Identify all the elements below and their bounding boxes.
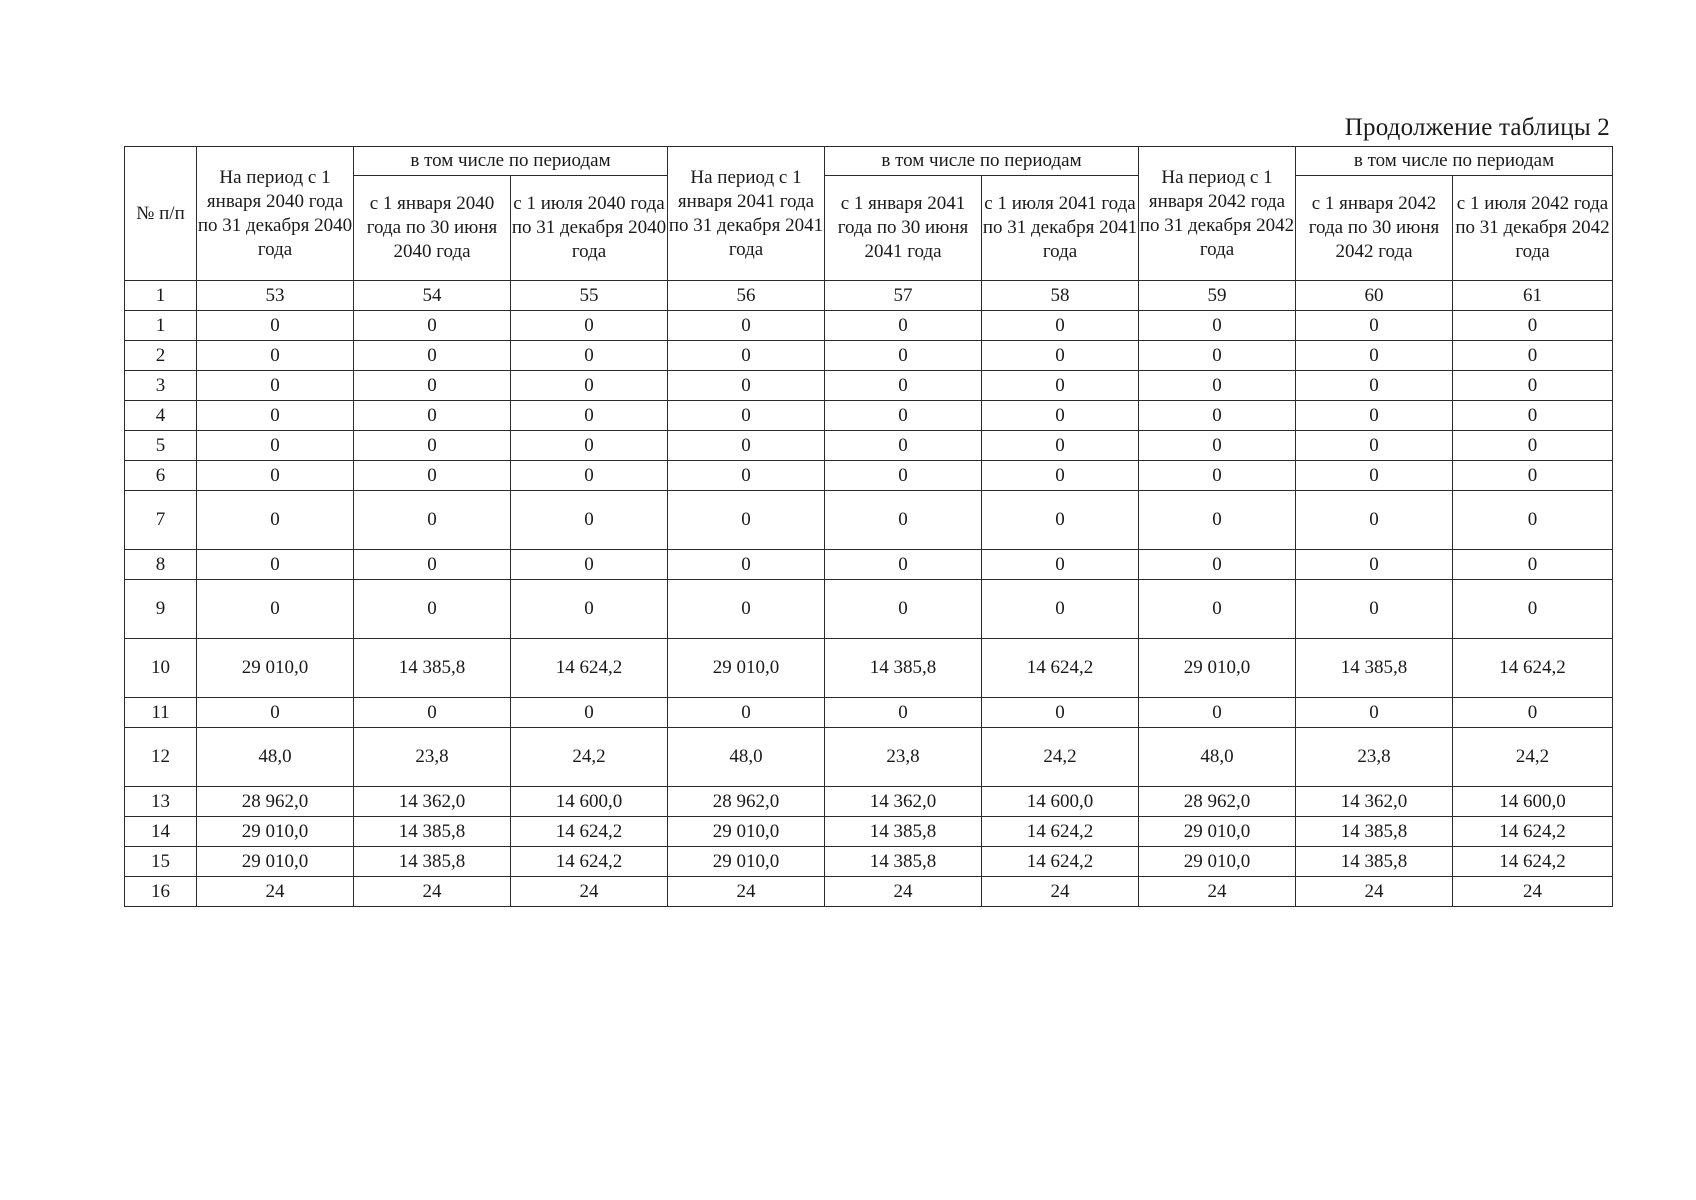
- value-cell: 14 600,0: [1453, 787, 1613, 817]
- row-number-cell: 8: [125, 550, 197, 580]
- value-cell: 0: [354, 550, 511, 580]
- header-row-top: [125, 147, 1613, 176]
- value-cell: 0: [197, 698, 354, 728]
- value-cell: 48,0: [197, 728, 354, 787]
- value-cell: 24,2: [511, 728, 668, 787]
- header-period-total-2040: На период с 1 января 2040 года по 31 декабря 2040 года: [197, 147, 354, 281]
- table-row: [125, 639, 1613, 698]
- value-cell: 0: [197, 461, 354, 491]
- value-cell: 0: [1453, 371, 1613, 401]
- row-number-cell: 4: [125, 401, 197, 431]
- value-cell: 48,0: [668, 728, 825, 787]
- column-index-cell: 1: [125, 281, 197, 311]
- value-cell: 0: [668, 401, 825, 431]
- value-cell: 0: [825, 580, 982, 639]
- table-row: [125, 550, 1613, 580]
- value-cell: 0: [1453, 461, 1613, 491]
- value-cell: 0: [354, 401, 511, 431]
- table-row: [125, 371, 1613, 401]
- value-cell: 14 362,0: [825, 787, 982, 817]
- header-half2-2041: с 1 июля 2041 года по 31 декабря 2041 года: [982, 176, 1139, 281]
- column-index-cell: 60: [1296, 281, 1453, 311]
- row-number-cell: 7: [125, 491, 197, 550]
- header-half1-2042: с 1 января 2042 года по 30 июня 2042 года: [1296, 176, 1453, 281]
- value-cell: 14 385,8: [825, 817, 982, 847]
- value-cell: 14 600,0: [511, 787, 668, 817]
- value-cell: 14 624,2: [982, 639, 1139, 698]
- value-cell: 0: [668, 461, 825, 491]
- value-cell: 29 010,0: [668, 639, 825, 698]
- value-cell: 0: [1296, 698, 1453, 728]
- value-cell: 24: [668, 877, 825, 907]
- value-cell: 24,2: [982, 728, 1139, 787]
- value-cell: 24,2: [1453, 728, 1613, 787]
- value-cell: 0: [1296, 491, 1453, 550]
- value-cell: 24: [354, 877, 511, 907]
- value-cell: 14 385,8: [825, 847, 982, 877]
- value-cell: 14 624,2: [982, 817, 1139, 847]
- value-cell: 14 624,2: [511, 817, 668, 847]
- header-half1-2040: с 1 января 2040 года по 30 июня 2040 года: [354, 176, 511, 281]
- table-row: [125, 580, 1613, 639]
- value-cell: 0: [1139, 491, 1296, 550]
- value-cell: 0: [825, 341, 982, 371]
- value-cell: 0: [1453, 341, 1613, 371]
- header-half2-2040: с 1 июля 2040 года по 31 декабря 2040 года: [511, 176, 668, 281]
- table-row: [125, 787, 1613, 817]
- value-cell: 0: [825, 698, 982, 728]
- column-index-cell: 53: [197, 281, 354, 311]
- value-cell: 0: [668, 431, 825, 461]
- table-row: [125, 877, 1613, 907]
- value-cell: 0: [825, 461, 982, 491]
- value-cell: 0: [1296, 550, 1453, 580]
- table-row: [125, 728, 1613, 787]
- value-cell: 29 010,0: [1139, 817, 1296, 847]
- value-cell: 0: [197, 341, 354, 371]
- header-period-total-2042: На период с 1 января 2042 года по 31 декабря 2042 года: [1139, 147, 1296, 281]
- value-cell: 0: [1139, 461, 1296, 491]
- value-cell: 0: [1453, 550, 1613, 580]
- value-cell: 0: [354, 580, 511, 639]
- value-cell: 0: [982, 461, 1139, 491]
- column-index-cell: 59: [1139, 281, 1296, 311]
- value-cell: 0: [668, 580, 825, 639]
- data-table: [124, 146, 1613, 907]
- row-number-cell: 14: [125, 817, 197, 847]
- value-cell: 0: [511, 491, 668, 550]
- value-cell: 0: [511, 431, 668, 461]
- value-cell: 0: [1453, 401, 1613, 431]
- row-number-cell: 16: [125, 877, 197, 907]
- value-cell: 0: [982, 341, 1139, 371]
- header-half2-2042: с 1 июля 2042 года по 31 декабря 2042 года: [1453, 176, 1613, 281]
- value-cell: 0: [982, 401, 1139, 431]
- value-cell: 0: [668, 491, 825, 550]
- value-cell: 0: [982, 580, 1139, 639]
- row-number-cell: 2: [125, 341, 197, 371]
- value-cell: 14 624,2: [511, 639, 668, 698]
- header-subgroup-2040: в том числе по периодам: [354, 147, 668, 176]
- value-cell: 24: [511, 877, 668, 907]
- value-cell: 29 010,0: [197, 817, 354, 847]
- table-row: [125, 341, 1613, 371]
- value-cell: 0: [1139, 311, 1296, 341]
- value-cell: 0: [1453, 431, 1613, 461]
- value-cell: 0: [1453, 580, 1613, 639]
- value-cell: 0: [668, 311, 825, 341]
- value-cell: 0: [1139, 431, 1296, 461]
- value-cell: 0: [197, 401, 354, 431]
- header-period-total-2041: На период с 1 января 2041 года по 31 декабря 2041 года: [668, 147, 825, 281]
- header-num: № п/п: [125, 147, 197, 281]
- header-subgroup-2041: в том числе по периодам: [825, 147, 1139, 176]
- value-cell: 0: [354, 371, 511, 401]
- value-cell: 0: [982, 311, 1139, 341]
- value-cell: 14 624,2: [1453, 847, 1613, 877]
- value-cell: 0: [1139, 698, 1296, 728]
- value-cell: 0: [511, 341, 668, 371]
- value-cell: 0: [1296, 431, 1453, 461]
- column-index-cell: 57: [825, 281, 982, 311]
- row-number-cell: 9: [125, 580, 197, 639]
- value-cell: 14 600,0: [982, 787, 1139, 817]
- value-cell: 0: [825, 550, 982, 580]
- value-cell: 14 362,0: [1296, 787, 1453, 817]
- value-cell: 0: [511, 698, 668, 728]
- value-cell: 0: [668, 371, 825, 401]
- value-cell: 0: [197, 580, 354, 639]
- table-row: [125, 491, 1613, 550]
- value-cell: 0: [982, 491, 1139, 550]
- row-number-cell: 3: [125, 371, 197, 401]
- row-number-cell: 1: [125, 311, 197, 341]
- value-cell: 14 624,2: [982, 847, 1139, 877]
- value-cell: 14 385,8: [354, 847, 511, 877]
- value-cell: 29 010,0: [1139, 639, 1296, 698]
- value-cell: 0: [511, 580, 668, 639]
- table-row: [125, 461, 1613, 491]
- row-number-cell: 15: [125, 847, 197, 877]
- value-cell: 24: [1453, 877, 1613, 907]
- value-cell: 0: [1139, 550, 1296, 580]
- value-cell: 0: [668, 698, 825, 728]
- value-cell: 0: [1139, 401, 1296, 431]
- table-row: [125, 847, 1613, 877]
- value-cell: 14 385,8: [1296, 817, 1453, 847]
- value-cell: 0: [511, 311, 668, 341]
- table-caption: Продолжение таблицы 2: [1344, 114, 1610, 141]
- value-cell: 0: [825, 401, 982, 431]
- value-cell: 0: [197, 371, 354, 401]
- value-cell: 14 385,8: [825, 639, 982, 698]
- value-cell: 0: [197, 431, 354, 461]
- value-cell: 0: [511, 371, 668, 401]
- value-cell: 24: [825, 877, 982, 907]
- value-cell: 0: [982, 371, 1139, 401]
- value-cell: 0: [825, 431, 982, 461]
- value-cell: 0: [1139, 371, 1296, 401]
- value-cell: 14 385,8: [354, 817, 511, 847]
- value-cell: 0: [1139, 341, 1296, 371]
- table-body: [125, 281, 1613, 907]
- value-cell: 0: [511, 461, 668, 491]
- value-cell: 0: [1296, 341, 1453, 371]
- value-cell: 14 624,2: [1453, 639, 1613, 698]
- value-cell: 0: [354, 698, 511, 728]
- value-cell: 0: [354, 311, 511, 341]
- row-number-cell: 13: [125, 787, 197, 817]
- value-cell: 0: [354, 341, 511, 371]
- value-cell: 24: [197, 877, 354, 907]
- value-cell: 0: [1296, 311, 1453, 341]
- value-cell: 0: [354, 491, 511, 550]
- value-cell: 14 624,2: [511, 847, 668, 877]
- value-cell: 0: [1453, 698, 1613, 728]
- row-number-cell: 5: [125, 431, 197, 461]
- value-cell: 0: [668, 341, 825, 371]
- value-cell: 0: [197, 550, 354, 580]
- column-index-cell: 58: [982, 281, 1139, 311]
- header-half1-2041: с 1 января 2041 года по 30 июня 2041 года: [825, 176, 982, 281]
- column-index-cell: 54: [354, 281, 511, 311]
- row-number-cell: 11: [125, 698, 197, 728]
- value-cell: 0: [1296, 461, 1453, 491]
- value-cell: 24: [982, 877, 1139, 907]
- value-cell: 0: [197, 491, 354, 550]
- value-cell: 28 962,0: [197, 787, 354, 817]
- value-cell: 0: [511, 550, 668, 580]
- value-cell: 0: [1453, 311, 1613, 341]
- value-cell: 14 385,8: [354, 639, 511, 698]
- value-cell: 0: [982, 550, 1139, 580]
- column-index-row: [125, 281, 1613, 311]
- value-cell: 29 010,0: [668, 817, 825, 847]
- table-header: [125, 147, 1613, 281]
- value-cell: 0: [982, 431, 1139, 461]
- column-index-cell: 55: [511, 281, 668, 311]
- value-cell: 28 962,0: [1139, 787, 1296, 817]
- table-row: [125, 817, 1613, 847]
- table-row: [125, 431, 1613, 461]
- value-cell: 0: [1453, 491, 1613, 550]
- value-cell: 14 385,8: [1296, 847, 1453, 877]
- value-cell: 29 010,0: [197, 639, 354, 698]
- value-cell: 0: [1296, 401, 1453, 431]
- value-cell: 0: [197, 311, 354, 341]
- value-cell: 0: [982, 698, 1139, 728]
- value-cell: 23,8: [1296, 728, 1453, 787]
- column-index-cell: 56: [668, 281, 825, 311]
- row-number-cell: 10: [125, 639, 197, 698]
- table-row: [125, 401, 1613, 431]
- value-cell: 29 010,0: [668, 847, 825, 877]
- value-cell: 23,8: [354, 728, 511, 787]
- value-cell: 0: [1139, 580, 1296, 639]
- header-subgroup-2042: в том числе по периодам: [1296, 147, 1613, 176]
- value-cell: 14 362,0: [354, 787, 511, 817]
- value-cell: 24: [1139, 877, 1296, 907]
- value-cell: 24: [1296, 877, 1453, 907]
- value-cell: 14 385,8: [1296, 639, 1453, 698]
- value-cell: 0: [668, 550, 825, 580]
- row-number-cell: 6: [125, 461, 197, 491]
- value-cell: 29 010,0: [197, 847, 354, 877]
- row-number-cell: 12: [125, 728, 197, 787]
- value-cell: 28 962,0: [668, 787, 825, 817]
- value-cell: 14 624,2: [1453, 817, 1613, 847]
- value-cell: 0: [825, 371, 982, 401]
- value-cell: 0: [354, 431, 511, 461]
- table-row: [125, 311, 1613, 341]
- value-cell: 0: [511, 401, 668, 431]
- value-cell: 0: [825, 491, 982, 550]
- value-cell: 48,0: [1139, 728, 1296, 787]
- value-cell: 23,8: [825, 728, 982, 787]
- value-cell: 0: [1296, 580, 1453, 639]
- column-index-cell: 61: [1453, 281, 1613, 311]
- value-cell: 0: [354, 461, 511, 491]
- value-cell: 0: [1296, 371, 1453, 401]
- table-row: [125, 698, 1613, 728]
- value-cell: 29 010,0: [1139, 847, 1296, 877]
- value-cell: 0: [825, 311, 982, 341]
